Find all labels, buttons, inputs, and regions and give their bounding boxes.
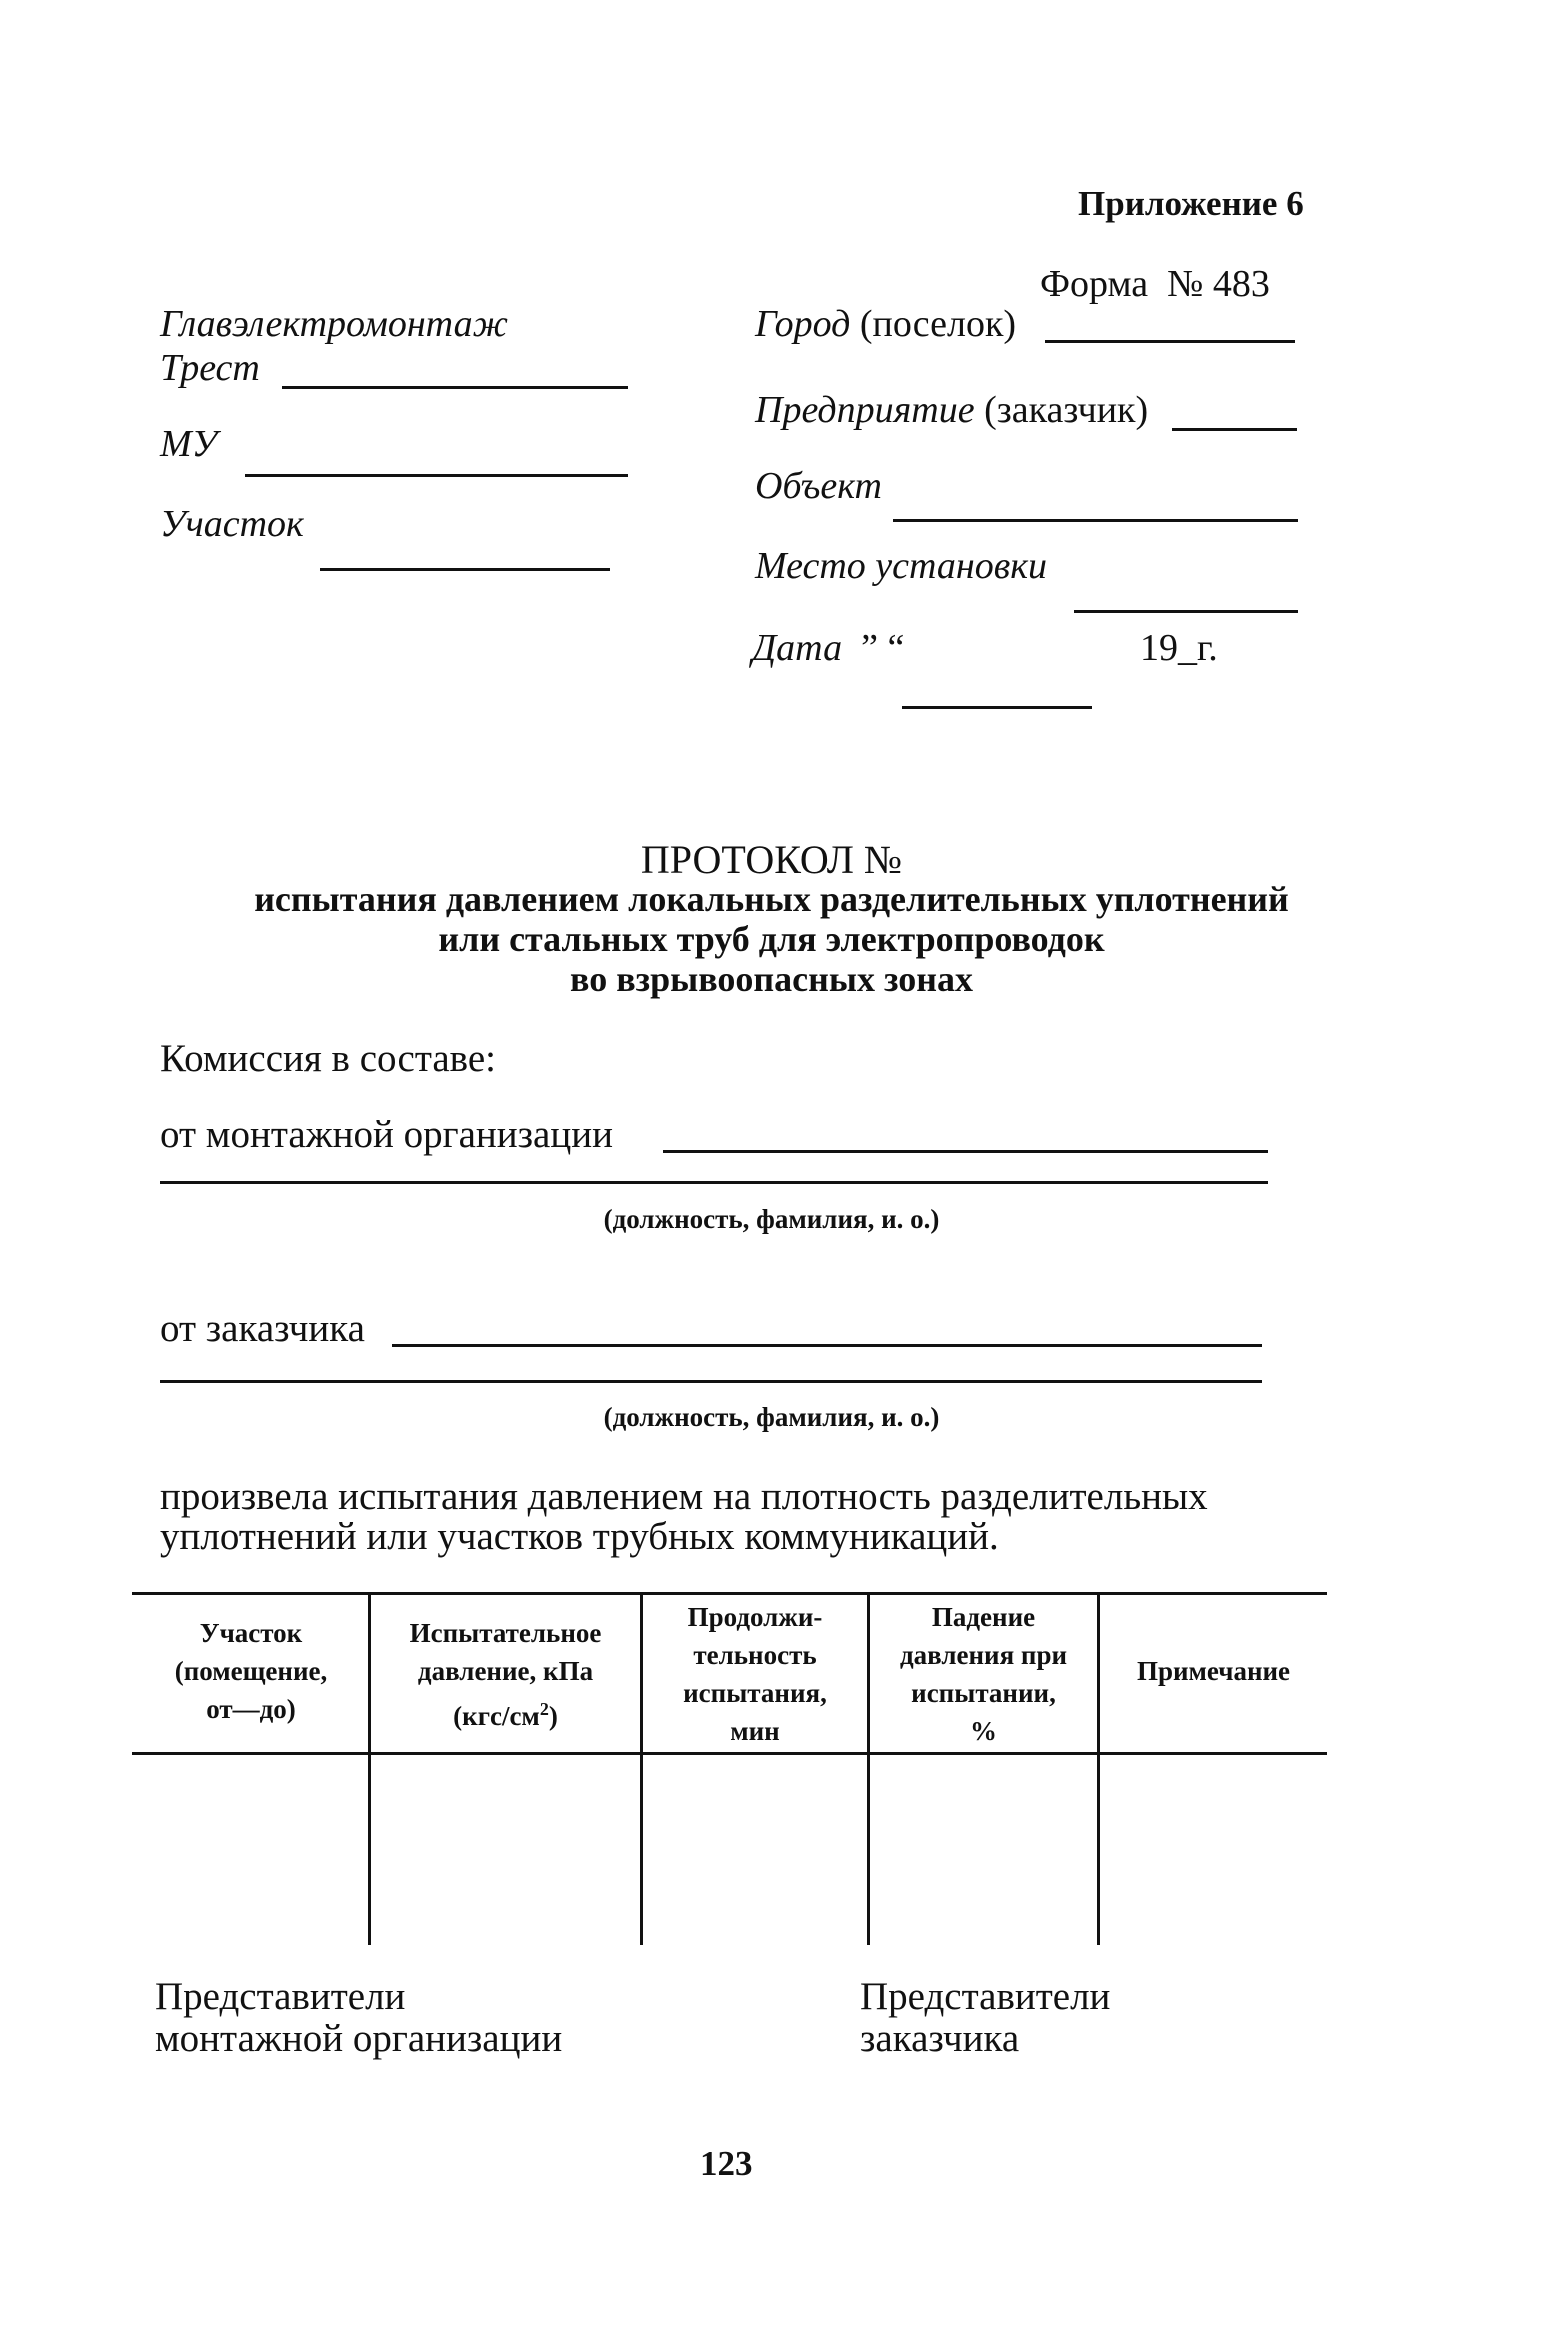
header-pressure-l3: $(кгс/см^2)$ [453,1699,558,1731]
from-mounting-label: от монтажной организации [160,1113,613,1156]
mu-label: МУ [160,423,218,465]
header-drop-l1: Падение [931,1602,1036,1632]
header-duration [643,1598,867,1750]
date-underline [902,706,1092,709]
header-pressure-drop [870,1598,1097,1750]
header-pressure-l1: Испытательное [409,1618,602,1648]
from-customer-label: от заказчика [160,1307,365,1350]
header-section-l3: от—до) [206,1694,296,1724]
appendix-label: Приложение 6 [1078,184,1304,223]
signature-mounting [155,1976,562,2060]
section-label: Участок [160,503,304,545]
signature-customer-l1: Представители [860,1975,1111,2018]
commission-label: Комиссия в составе: [160,1037,496,1080]
date-label: Дата [752,627,843,669]
signature-customer-l2: заказчика [860,2017,1020,2060]
protocol-heading: ПРОТОКОЛ № [640,837,903,882]
form-number: № 483 [1167,263,1270,305]
object-label: Объект [755,465,882,507]
paragraph-line-1: произвела испытания давлением на плотность разделительных [160,1475,1208,1518]
header-drop-l3: испытании, [911,1678,1056,1708]
mounting-underline-2 [160,1181,1268,1184]
header-pressure [371,1614,640,1735]
city-label: Город [755,303,851,345]
header-section-l1: Участок [199,1618,303,1648]
trust-underline [282,386,628,389]
title-line-1: испытания давлением локальных разделительных уплотнений [254,879,1289,919]
header-section-l2: (помещение, [174,1656,328,1686]
table-top-rule [132,1592,1327,1595]
city-underline [1045,340,1295,343]
enterprise-underline [1172,428,1297,431]
org-name: Главэлектромонтаж [160,303,508,345]
header-drop-l4: % [970,1716,997,1746]
location-label: Место установки [755,545,1048,587]
header-duration-l4: мин [730,1716,780,1746]
date-year: 19_г. [1140,627,1218,669]
header-duration-l3: испытания, [683,1678,827,1708]
header-pressure-l2: давление, кПа [417,1656,594,1686]
object-underline [893,519,1298,522]
table-divider-4 [1097,1594,1100,1945]
signature-mounting-l2: монтажной организации [155,2017,563,2060]
enterprise-hint: (заказчик) [984,389,1149,431]
header-note: Примечание [1136,1656,1291,1686]
header-duration-l2: тельность [693,1640,817,1670]
date-quotes: ” “ [861,627,905,669]
signature-customer [860,1976,1110,2060]
paragraph-line-2: уплотнений или участков трубных коммуникаций. [160,1515,999,1558]
position-hint-1: (должность, фамилия, и. о.) [603,1204,940,1234]
enterprise-label: Предприятие [755,389,975,431]
section-underline [320,568,610,571]
form-label [1040,262,1270,306]
title-line-2: или стальных труб для электропроводок [438,919,1105,959]
position-hint-2: (должность, фамилия, и. о.) [603,1402,940,1432]
customer-underline-2 [160,1380,1262,1383]
page-number: 123 [700,2144,753,2183]
header-drop-l2: давления при [899,1640,1068,1670]
mu-underline [245,474,628,477]
signature-mounting-l1: Представители [155,1975,406,2018]
header-section [134,1614,368,1728]
title-line-3: во взрывоопасных зонах [570,959,973,999]
location-underline [1074,610,1298,613]
date-field [752,626,904,670]
mounting-underline-1 [663,1150,1268,1153]
enterprise-field [755,388,1148,432]
city-hint: (поселок) [859,303,1017,345]
form-word: Форма [1040,263,1149,305]
trust-label: Трест [160,347,260,389]
table-header-rule [132,1752,1327,1755]
city-field [755,302,1016,346]
customer-underline-1 [392,1344,1262,1347]
header-duration-l1: Продолжи- [687,1602,823,1632]
